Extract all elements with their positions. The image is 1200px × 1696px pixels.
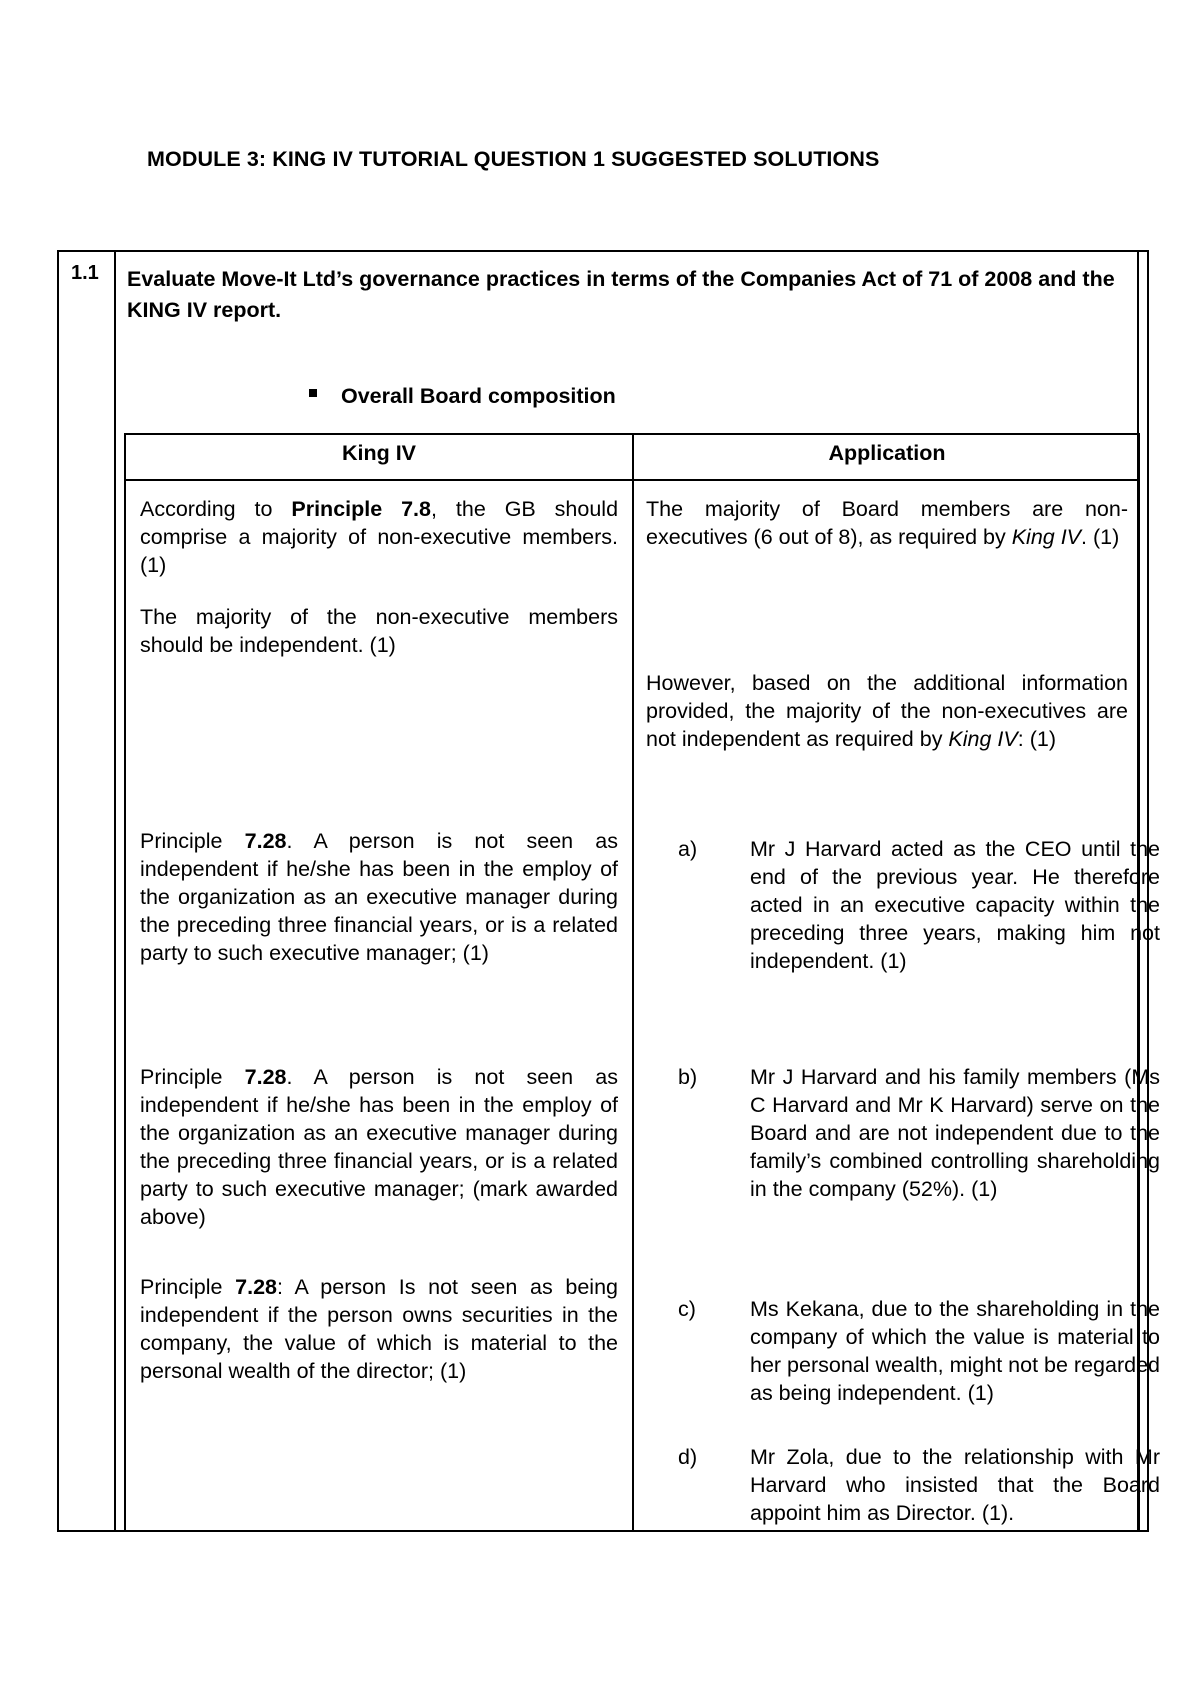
application-not-independent: However, based on the additional information provided, the majority of the non-executives are not independent as required by King IV: (1) — [646, 671, 1128, 751]
question-text: Evaluate Move-It Ltd’s governance practices in terms of the Companies Act of 71 of 2008 and the KING IV report. — [127, 267, 1115, 322]
header-application: Application — [828, 441, 946, 465]
header-divider — [126, 479, 1138, 481]
king-iv-principle-7-28-b: Principle 7.28. A person is not seen as independent if he/she has been in the employ of the organization as an executive manager during the preceding three financial years, or is a related party to such executive manager; (mark awarded above) — [140, 1065, 618, 1229]
question-number: 1.1 — [71, 262, 99, 284]
header-king-iv: King IV — [341, 441, 417, 465]
king-iv-independence: The majority of the non-executive members should be independent. (1) — [140, 605, 618, 657]
section-heading — [309, 384, 616, 409]
king-iv-principle-7-8: According to Principle 7.8, the GB should comprise a majority of non-executive members. (1) — [140, 497, 619, 577]
king-iv-principle-7-28-c: Principle 7.28: A person Is not seen as being independent if the person owns securities in the company, the value of which is material to the personal wealth of the director; (1) — [140, 1275, 618, 1383]
column-divider — [632, 435, 634, 1532]
comparison-table: King IV Application According to Principle 7.8, the GB should comprise a majority of non-executive members. (1) The majority of the non-executive members should be independent. (1) Principle 7.28. A person is not seen as independent if he/she has been in the employ of the organization as an executive manager during the preceding three financial years, or is a related party to such executive manager; (1) Principle 7.28. A person is not seen as independent if he/she has been in the employ of the organization as an executive manager during the preceding three financial years, or is a related party to such executive manager; (mark awarded above) Principle 7.28: A person Is not seen as being independent if the person owns securities in the company, the value of which is material to the personal wealth of the director; (1) The majority of Board members are non-executives (6 out of 8), as required by King IV. (1) However, based on the additional information provided, the majority of the non-executives are not independent as required by King IV: (1) a) Mr J Harvard acted as the CEO until the end of the previous year. He therefore acted in an executive capacity within the preceding three years, making him not independent. (1) b) Mr J Harvard and his family members (Ms C Harvard and Mr K Harvard) serve on the Board and are not independent due to the family’s combined controlling shareholding in the company (52%). (1) c) Ms Kekana, due to the shareholding in the company of which the value is material to her personal wealth, might not be regarded as being independent. (1) d) Mr Zola, due to the relationship with Mr Harvard who insisted that the Board appoint him as Director. (1). — [124, 433, 1140, 1532]
column-divider — [114, 252, 116, 1530]
king-iv-principle-7-28-a: Principle 7.28. A person is not seen as independent if he/she has been in the employ of the organization as an executive manager during the preceding three financial years, or is a related party to such executive manager; (1) — [140, 829, 618, 965]
bullet-icon — [309, 389, 317, 397]
section-heading-text: Overall Board composition — [341, 384, 616, 408]
application-majority: The majority of Board members are non-executives (6 out of 8), as required by King IV. (1) — [646, 497, 1128, 549]
page-title: MODULE 3: KING IV TUTORIAL QUESTION 1 SUGGESTED SOLUTIONS — [147, 147, 880, 171]
